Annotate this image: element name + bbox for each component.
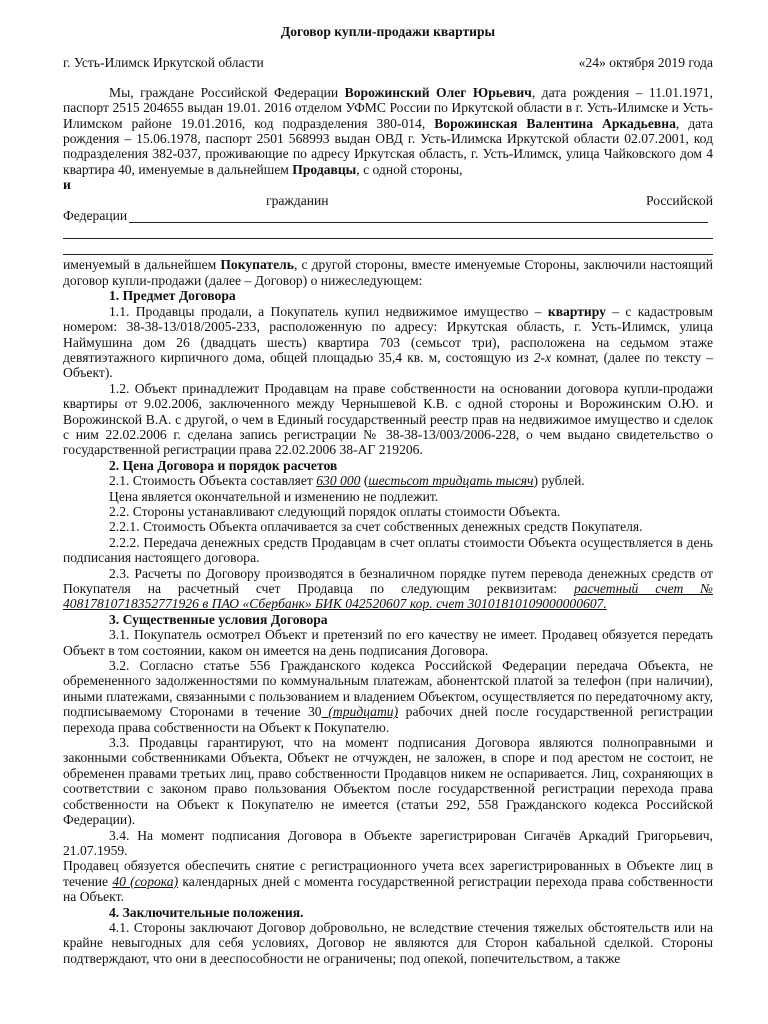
clause-2-1: 2.1. Стоимость Объекта составляет 630 000 (шестьсот тридцать тысяч) рублей. — [109, 473, 585, 489]
section-1-heading: 1. Предмет Договора — [109, 288, 236, 304]
and-word: и — [63, 177, 71, 193]
buyer-blank-line-3 — [63, 239, 713, 255]
clause-3-4: 3.4. На момент подписания Договора в Объекте зарегистрирован Сигачёв Аркадий Григорьевич, 21.07.1959. — [63, 827, 713, 858]
bank-requisites: расчетный счет № 40817810718352771926 в ПАО «Сбербанк» БИК 042520607 кор. счет 30101810109000000607. — [63, 581, 714, 612]
clause-4-1: 4.1. Стороны заключают Договор добровольно, не вследствие стечения тяжелых обстоятельств или на крайне невыгодных для себя условиях, Договор не являются для Сторон кабальной сделкой. Стороны подтверждают, что они в дееспособности не ограничены; под опекой, попечительством, а также — [63, 919, 713, 966]
section-3-heading: 3. Существенные условия Договора — [109, 611, 328, 627]
clause-3-4-obligation: Продавец обязуется обеспечить снятие с регистрационного учета всех зарегистрированных в Объекте лиц в течение 40 (сорока) календарных дней с момента государственной регистрации перехода права собственности на Объект. — [63, 858, 713, 905]
clause-2-1-final-price: Цена является окончательной и изменению не подлежит. — [109, 488, 439, 504]
clause-2-3: 2.3. Расчеты по Договору производятся в безналичном порядке путем перевода денежных средств от Покупателя на расчетный счет Продавца по следующим реквизитам: расчетный счет № 40817810718352771926 в ПАО «Сбербанк» БИК 042520607 кор. счет 30101810109000000607. — [63, 565, 714, 612]
clause-1-1: 1.1. Продавцы продали, а Покупатель купил недвижимое имущество – квартиру – с кадастровым номером: 38-38-13/018/2005-233, расположенную по адресу: Иркутская область, г. Усть-Илимск, улица Наймушина дом 26 (двадцать шесть) квартира 703 (семьсот три), расположена на седьмом этаже девятиэтажного кирпичного дома, общей площадью 35,4 кв. м, состоящую из 2-х комнат, (далее по тексту – Объект). — [63, 303, 714, 381]
clause-2-2-1: 2.2.1. Стоимость Объекта оплачивается за счет собственных денежных средств Покупателя. — [109, 519, 643, 535]
place-date-line — [63, 55, 713, 70]
clause-3-3: 3.3. Продавцы гарантируют, что на момент подписания Договора являются полноправными и законными собственниками Объекта, Объект не отчужден, не заложен, в споре и под арестом не состоит, не обременен правами третьих лиц, право собственности Продавцов никем не оспаривается. Лиц, сохраняющих в соответствии с законом право пользования Объектом после государственной регистрации перехода права собственности на Объект к Покупателю не имеется (статьи 292, 558 Гражданского кодекса Российской Федерации). — [63, 735, 713, 828]
city: г. Усть-Илимск Иркутской области — [63, 55, 264, 71]
buyer-blank-line-2 — [63, 223, 713, 239]
document-title: Договор купли-продажи квартиры — [280, 24, 496, 39]
clause-2-2-2: 2.2.2. Передача денежных средств Продавцам в счет оплаты стоимости Объекта осуществляется в день подписания настоящего договора. — [63, 534, 713, 566]
buyer-blank-federation: Федерации — [63, 208, 713, 223]
clause-2-2: 2.2. Стороны устанавливают следующий порядок оплаты стоимости Объекта. — [109, 503, 561, 519]
section-4-heading: 4. Заключительные положения. — [109, 904, 304, 920]
clause-3-1: 3.1. Покупатель осмотрел Объект и претензий по его качеству не имеет. Продавец обязуется передать Объект в том состоянии, каком он имеется на день подписания Договора. — [63, 627, 713, 658]
clause-3-2: 3.2. Согласно статье 556 Гражданского кодекса Российской Федерации передача Объекта, не обремененного задолженностями по коммунальным платежам, абонентской платой за телефон (при наличии), иными платежами, связанными с пользованием и владением Объектом, осуществляется по передаточному акту, подписываемому Сторонами в течение 30_(тридцати) рабочих дней после государственной регистрации перехода права собственности на Объект к Покупателю. — [63, 658, 713, 735]
buyer-text: именуемый в дальнейшем Покупатель, с другой стороны, вместе именуемые Стороны, заключили настоящий договор купли-продажи (далее – Договор) о нижеследующем: — [63, 257, 713, 288]
clause-1-2: 1.2. Объект принадлежит Продавцам на праве собственности на основании договора купли-продажи квартиры от 9.02.2006, заключенного между Чернышевой К.В. с одной стороны и Ворожинским О.Ю. и Ворожинской В.А. с другой, о чем в Единый государственный реестр прав на недвижимое имущество и сделок с ним 22.02.2006 г. сделана запись регистрации № 38-38-13/003/2006-228, о чем выдано свидетельство о государственной регистрации права 22.02.2006 38-АГ 219206. — [63, 380, 713, 458]
contract-date: «24» октября 2019 года — [578, 55, 713, 71]
contract-page — [63, 24, 713, 966]
buyer-citizen-line: гражданин Российской — [266, 192, 713, 208]
parties-intro: Мы, граждане Российской Федерации Ворожинский Олег Юрьевич, дата рождения – 11.01.1971, паспорт 2515 204655 выдан 19.01. 2016 отделом УФМС России по Иркутской области в г. Усть-Илимске и Усть-Илимском районе 19.01.2016, код подразделения 380-014, Ворожинская Валентина Аркадьевна, дата рождения – 15.06.1978, паспорт 2501 568993 выдан ОВД г. Усть-Илимска Иркутской области 02.07.2001, код подразделения 382-037, проживающие по адресу Иркутская область, г. Усть-Илимск, улица Чайковского дом 4 квартира 40, именуемые в дальнейшем Продавцы, с одной стороны, — [63, 84, 714, 177]
section-2-heading: 2. Цена Договора и порядок расчетов — [109, 457, 338, 473]
